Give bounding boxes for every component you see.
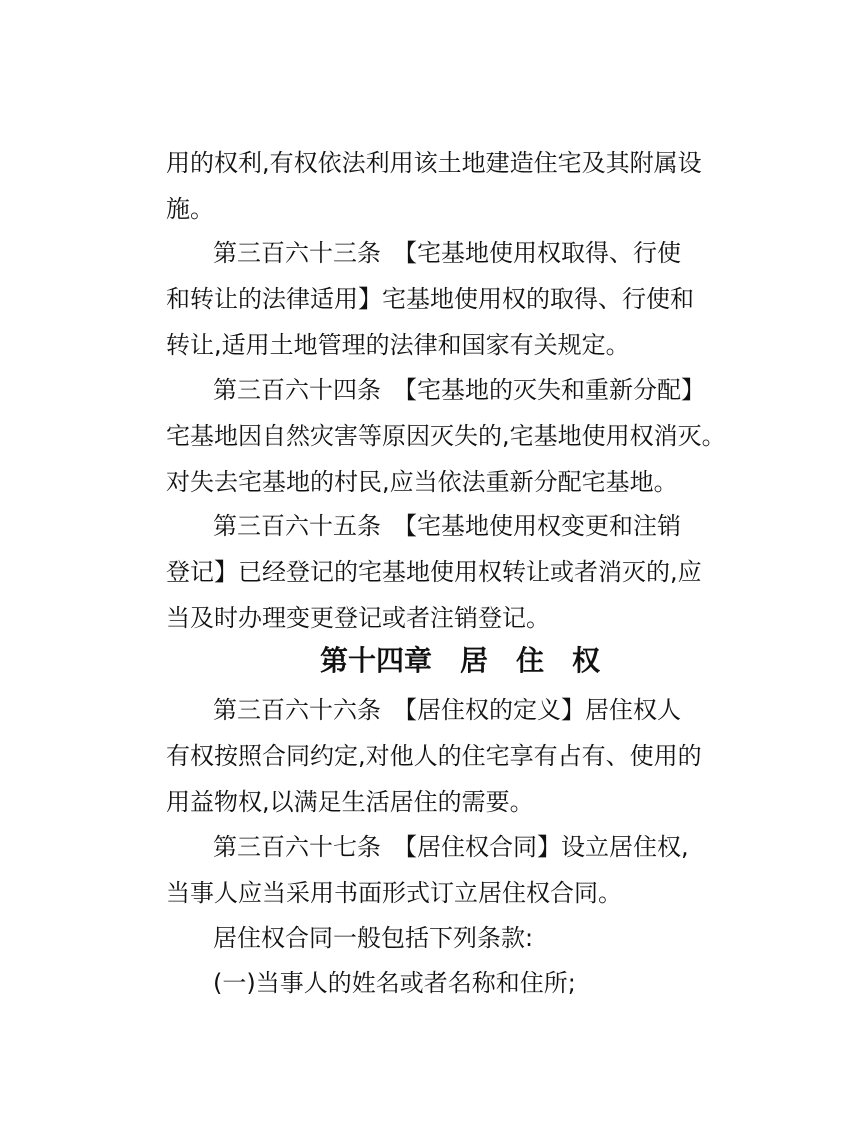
text-line-content: 转让,适用土地管理的法律和国家有关规定。 bbox=[166, 331, 630, 359]
text-line bbox=[0, 186, 860, 232]
text-line-content: 用的权利,有权依法利用该土地建造住宅及其附属设 bbox=[166, 149, 702, 177]
text-line-content: 居住权合同一般包括下列条款: bbox=[213, 924, 534, 952]
article-line bbox=[0, 367, 860, 413]
text-line bbox=[0, 915, 860, 961]
text-line-content: (一)当事人的姓名或者名称和住所; bbox=[213, 969, 576, 997]
text-line-content: 有权按照合同约定,对他人的住宅享有占有、使用的 bbox=[166, 742, 702, 770]
article-line bbox=[0, 687, 860, 733]
text-line bbox=[0, 733, 860, 779]
text-line bbox=[0, 779, 860, 825]
text-line-content: 施。 bbox=[166, 195, 214, 223]
text-line-content: 和转让的法律适用】宅基地使用权的取得、行使和 bbox=[166, 285, 694, 313]
text-line-content: 第三百六十七条 【居住权合同】设立居住权, bbox=[213, 833, 689, 861]
text-line-content: 当事人应当采用书面形式订立居住权合同。 bbox=[166, 879, 622, 907]
text-line bbox=[0, 870, 860, 916]
text-line-content: 第三百六十三条 【宅基地使用权取得、行使 bbox=[213, 239, 681, 267]
text-line-content: 用益物权,以满足生活居住的需要。 bbox=[166, 788, 534, 816]
text-line bbox=[0, 140, 860, 186]
list-item bbox=[0, 960, 860, 1006]
text-line bbox=[0, 459, 860, 505]
text-line-content: 宅基地因自然灾害等原因灭失的,宅基地使用权消灭。 bbox=[166, 422, 726, 450]
article-line bbox=[0, 824, 860, 870]
text-line-content: 第三百六十六条 【居住权的定义】居住权人 bbox=[213, 696, 681, 724]
article-line bbox=[0, 230, 860, 276]
text-line-content: 登记】已经登记的宅基地使用权转让或者消灭的,应 bbox=[166, 558, 702, 586]
text-line-content: 当及时办理变更登记或者注销登记。 bbox=[166, 604, 550, 632]
text-line bbox=[0, 276, 860, 322]
text-line bbox=[0, 549, 860, 595]
text-line-content: 第三百六十五条 【宅基地使用权变更和注销 bbox=[213, 512, 681, 540]
chapter-heading bbox=[0, 638, 860, 684]
text-line bbox=[0, 413, 860, 459]
chapter-title: 第十四章 居 住 权 bbox=[320, 644, 601, 677]
text-line bbox=[0, 322, 860, 368]
article-line bbox=[0, 503, 860, 549]
text-line bbox=[0, 595, 860, 641]
text-line-content: 对失去宅基地的村民,应当依法重新分配宅基地。 bbox=[166, 468, 678, 496]
text-line-content: 第三百六十四条 【宅基地的灭失和重新分配】 bbox=[213, 376, 705, 404]
